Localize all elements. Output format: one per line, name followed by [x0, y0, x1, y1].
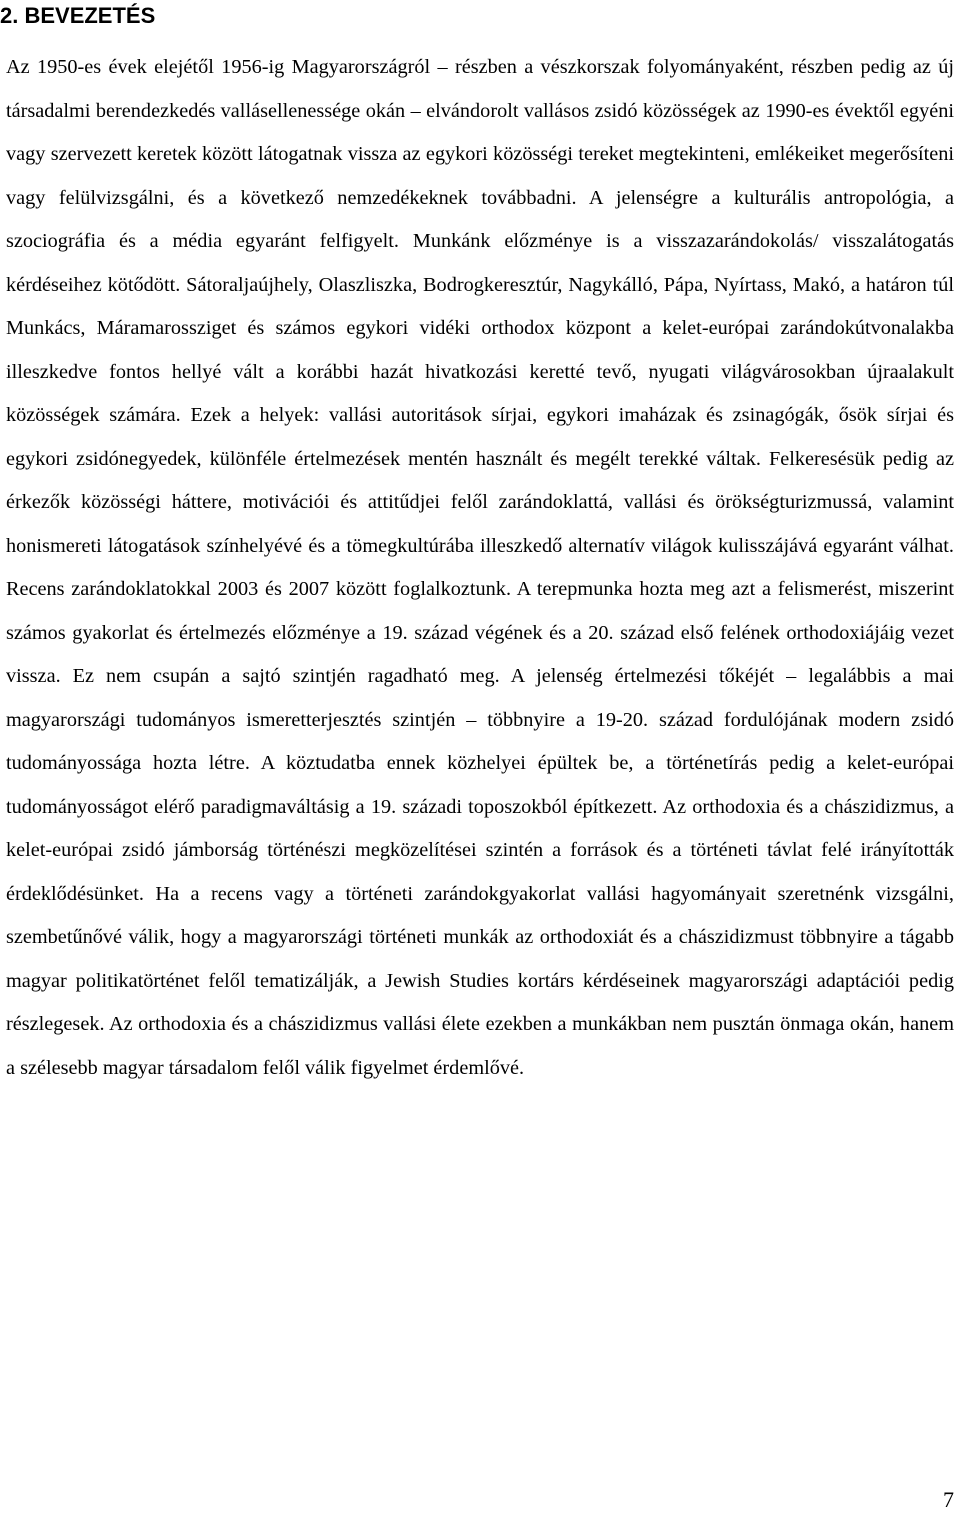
page-number: 7: [943, 1487, 954, 1512]
body-paragraph: Az 1950-es évek elejétől 1956-ig Magyarországról – részben a vészkorszak folyományaként, részben pedig az új társadalmi berendezkedés vallásellenessége okán – elvándorolt vallásos zsidó közösségek az 1990-es évektől egyéni vagy szervezett keretek között látogatnak vissza az egykori közösségi tereket megtekinteni, emlékeiket megerősíteni vagy felülvizsgálni, és a következő nemzedékeknek továbbadni. A jelenségre a kulturális antropológia, a szociográfia és a média egyaránt felfigyelt. Munkánk előzménye is a visszazarándokolás/ visszalátogatás kérdéseihez kötődött. Sátoraljaújhely, Olaszliszka, Bodrogkeresztúr, Nagykálló, Pápa, Nyírtass, Makó, a határon túl Munkács, Máramarossziget és számos egykori vidéki orthodox központ a kelet-európai zarándokútvonalakba illeszkedve fontos hellyé vált a korábbi hazát hivatkozási keretté tevő, nyugati világvárosokban újraalakult közösségek számára. Ezek a helyek: vallási autoritások sírjai, egykori imaházak és zsinagógák, ősök sírjai és egykori zsidónegyedek, különféle értelmezések mentén használt és megélt terekké váltak. Felkeresésük pedig az érkezők közösségi háttere, motivációi és attitűdjei felől zarándoklattá, vallási és örökségturizmussá, valamint honismereti látogatások színhelyévé és a tömegkultúrába illeszkedő alternatív világok kulisszájává egyaránt válhat. Recens zarándoklatokkal 2003 és 2007 között foglalkoztunk. A terepmunka hozta meg azt a felismerést, miszerint számos gyakorlat és értelmezés előzménye a 19. század végének és a 20. század első felének orthodoxiájáig vezet vissza. Ez nem csupán a sajtó szintjén ragadható meg. A jelenség értelmezési tőkéjét – legalábbis a mai magyarországi tudományos ismeretterjesztés szintjén – többnyire a 19-20. század fordulójának modern zsidó tudományossága hozta létre. A köztudatba ennek közhelyei épültek be, a történetírás pedig a kelet-európai tudományosságot elérő paradigmaváltásig a 19. századi toposzokból építkezett. Az orthodoxia és a chászidizmus, a kelet-európai zsidó jámborság történészi megközelítései szintén a források és a történeti távlat felé irányították érdeklődésünket. Ha a recens vagy a történeti zarándokgyakorlat vallási hagyományait szeretnénk vizsgálni, szembetűnővé válik, hogy a magyarországi történeti munkák az orthodoxiát és a chászidizmust többnyire a tágabb magyar politikatörténet felől tematizálják, a Jewish Studies kortárs kérdéseinek magyarországi adaptációi pedig részlegesek. Az orthodoxia és a chászidizmus vallási élete ezekben a munkákban nem pusztán önmaga okán, hanem a szélesebb magyar társadalom felől válik figyelmet érdemlővé.: [6, 56, 954, 1079]
section-heading: 2. BEVEZETÉS: [0, 3, 156, 28]
